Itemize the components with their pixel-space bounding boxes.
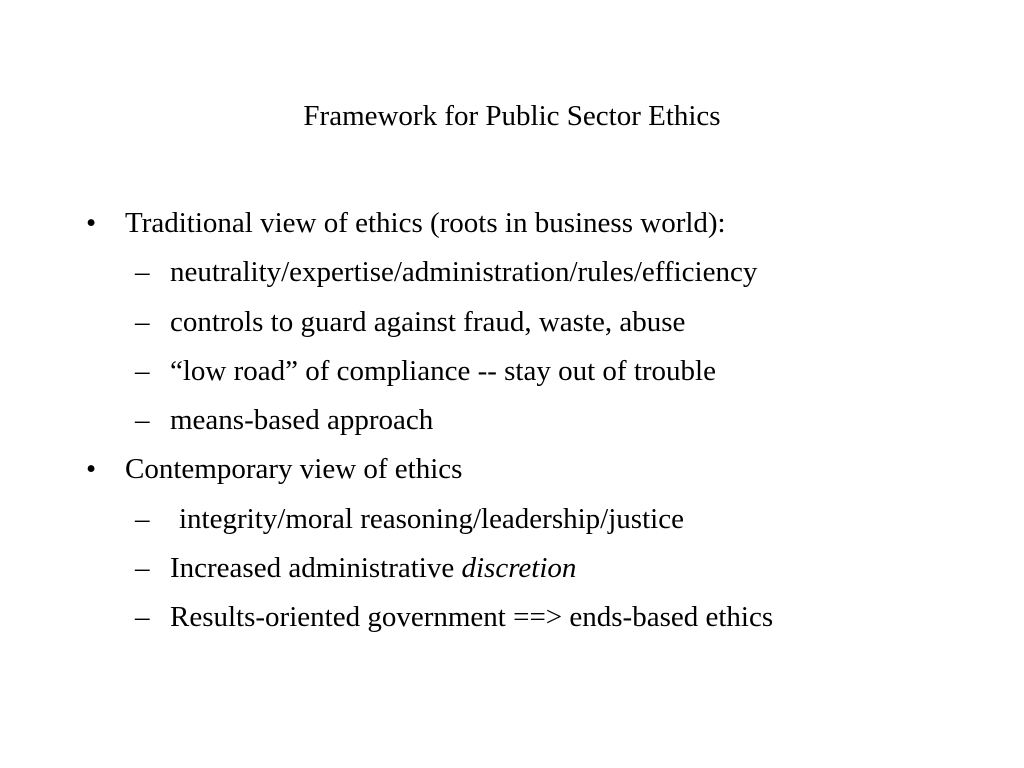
- bullet-list: [86, 203, 986, 647]
- sub-item-discretion: [86, 548, 986, 597]
- bullet-text: Contemporary view of ethics: [125, 453, 463, 486]
- sub-item-controls: [86, 302, 986, 351]
- sub-item-text: Results-oriented government ==> ends-based ethics: [170, 601, 774, 634]
- sub-item-results-oriented: [86, 597, 986, 646]
- sub-item-means-based: [86, 400, 986, 449]
- sub-item-text: integrity/moral reasoning/leadership/justice: [179, 502, 684, 535]
- sub-item-text: means-based approach: [170, 404, 434, 437]
- sub-item-text: controls to guard against fraud, waste, abuse: [170, 305, 686, 338]
- sub-item-text: “low road” of compliance -- stay out of trouble: [170, 354, 716, 387]
- slide-title: Framework for Public Sector Ethics: [303, 100, 721, 132]
- dash-marker: –: [135, 552, 150, 585]
- bullet-item-contemporary-view: [86, 449, 986, 498]
- dash-marker: –: [135, 354, 150, 387]
- sub-item-text: [170, 548, 576, 588]
- bullet-marker: •: [86, 207, 97, 239]
- sub-item-neutrality: [86, 252, 986, 301]
- dash-marker: –: [135, 404, 150, 437]
- dash-marker: –: [135, 502, 150, 535]
- dash-marker: –: [135, 305, 150, 338]
- sub-item-text: neutrality/expertise/administration/rules/efficiency: [170, 256, 758, 289]
- sub-item-low-road: [86, 351, 986, 400]
- bullet-marker: •: [86, 453, 97, 486]
- dash-marker: –: [135, 601, 150, 634]
- dash-marker: –: [135, 256, 150, 289]
- bullet-item-traditional-view: [86, 203, 986, 252]
- sub-item-text-plain: Increased administrative: [170, 552, 462, 585]
- bullet-text: Traditional view of ethics (roots in business world):: [125, 207, 726, 239]
- emphasis-text: discretion: [461, 552, 577, 585]
- sub-item-integrity: [86, 499, 986, 548]
